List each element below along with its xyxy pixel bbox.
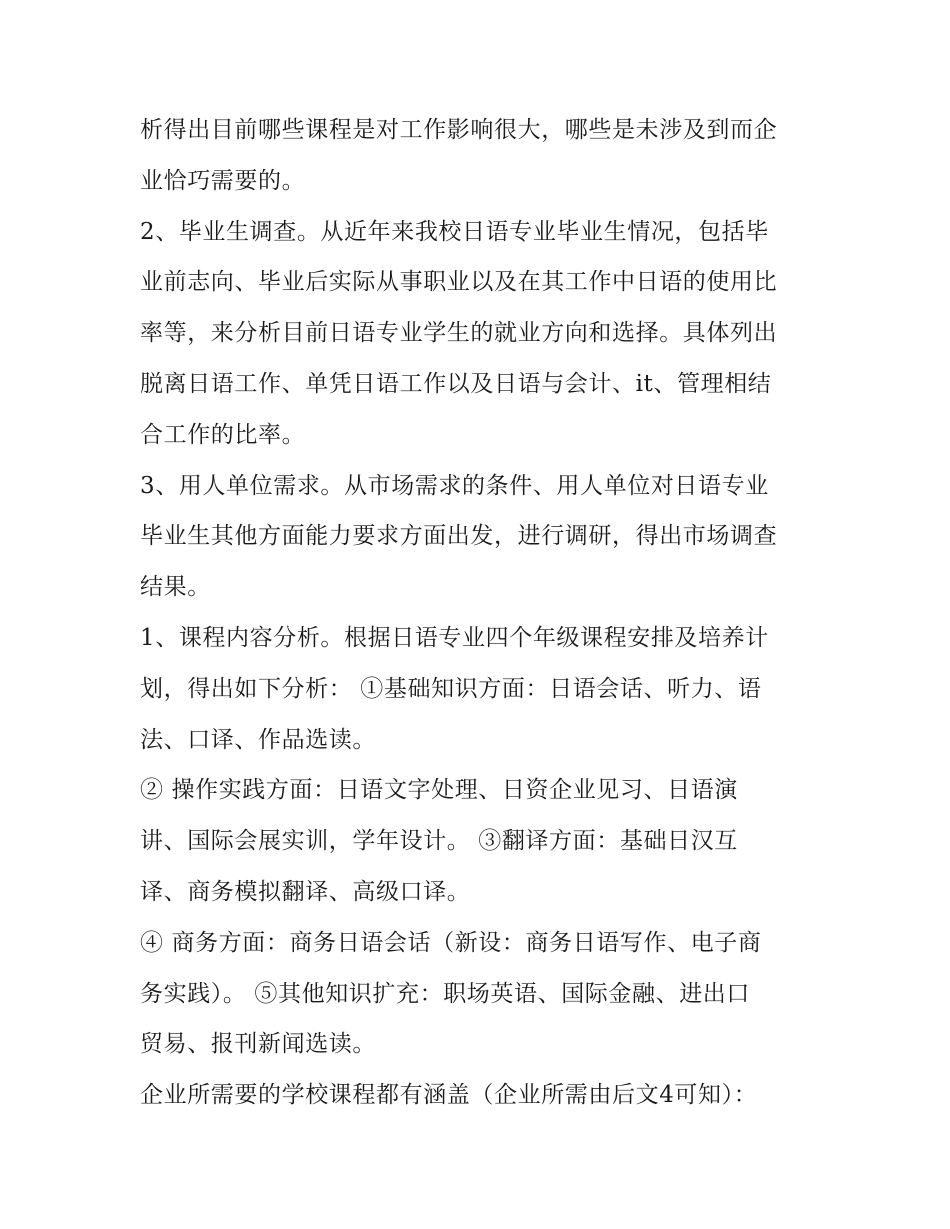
body-text bbox=[140, 105, 830, 1121]
text-line: 法、口译、作品选读。 bbox=[140, 726, 376, 753]
text-line: 结果。 bbox=[140, 574, 211, 601]
text-line: 译、商务模拟翻译、高级口译。 bbox=[140, 878, 471, 905]
text-line: 率等，来分析目前日语专业学生的就业方向和选择。具体列出 bbox=[140, 320, 778, 347]
text-line: 贸易、报刊新闻选读。 bbox=[140, 1031, 376, 1058]
text-line: 毕业生其他方面能力要求方面出发，进行调研，得出市场调查 bbox=[140, 523, 778, 550]
text-line: 析得出目前哪些课程是对工作影响很大，哪些是未涉及到而企 bbox=[140, 117, 778, 143]
text-line: 3、用人单位需求。从市场需求的条件、用人单位对日语专业 bbox=[140, 472, 769, 499]
text-line: 划，得出如下分析： ①基础知识方面：日语会话、听力、语 bbox=[140, 675, 762, 702]
text-line: 业恰巧需要的。 bbox=[140, 167, 306, 194]
text-line: 业前志向、毕业后实际从事职业以及在其工作中日语的使用比 bbox=[140, 269, 778, 296]
text-line: 合工作的比率。 bbox=[140, 421, 306, 448]
text-line: 脱离日语工作、单凭日语工作以及日语与会计、it、管理相结 bbox=[140, 370, 772, 397]
text-line: 1、课程内容分析。根据日语专业四个年级课程安排及培养计 bbox=[140, 624, 769, 651]
text-line: 务实践）。 ⑤其他知识扩充：职场英语、国际金融、进出口 bbox=[140, 980, 751, 1007]
text-line: 企业所需要的学校课程都有涵盖（企业所需由后文4可知）： bbox=[140, 1082, 758, 1109]
text-line: 讲、国际会展实训，学年设计。 ③翻译方面：基础日汉互 bbox=[140, 828, 738, 855]
text-line: ② 操作实践方面：日语文字处理、日资企业见习、日语演 bbox=[140, 777, 738, 804]
text-line: ④ 商务方面：商务日语会话（新设：商务日语写作、电子商 bbox=[140, 929, 762, 956]
text-line: 2、毕业生调查。从近年来我校日语专业毕业生情况，包括毕 bbox=[140, 218, 769, 245]
